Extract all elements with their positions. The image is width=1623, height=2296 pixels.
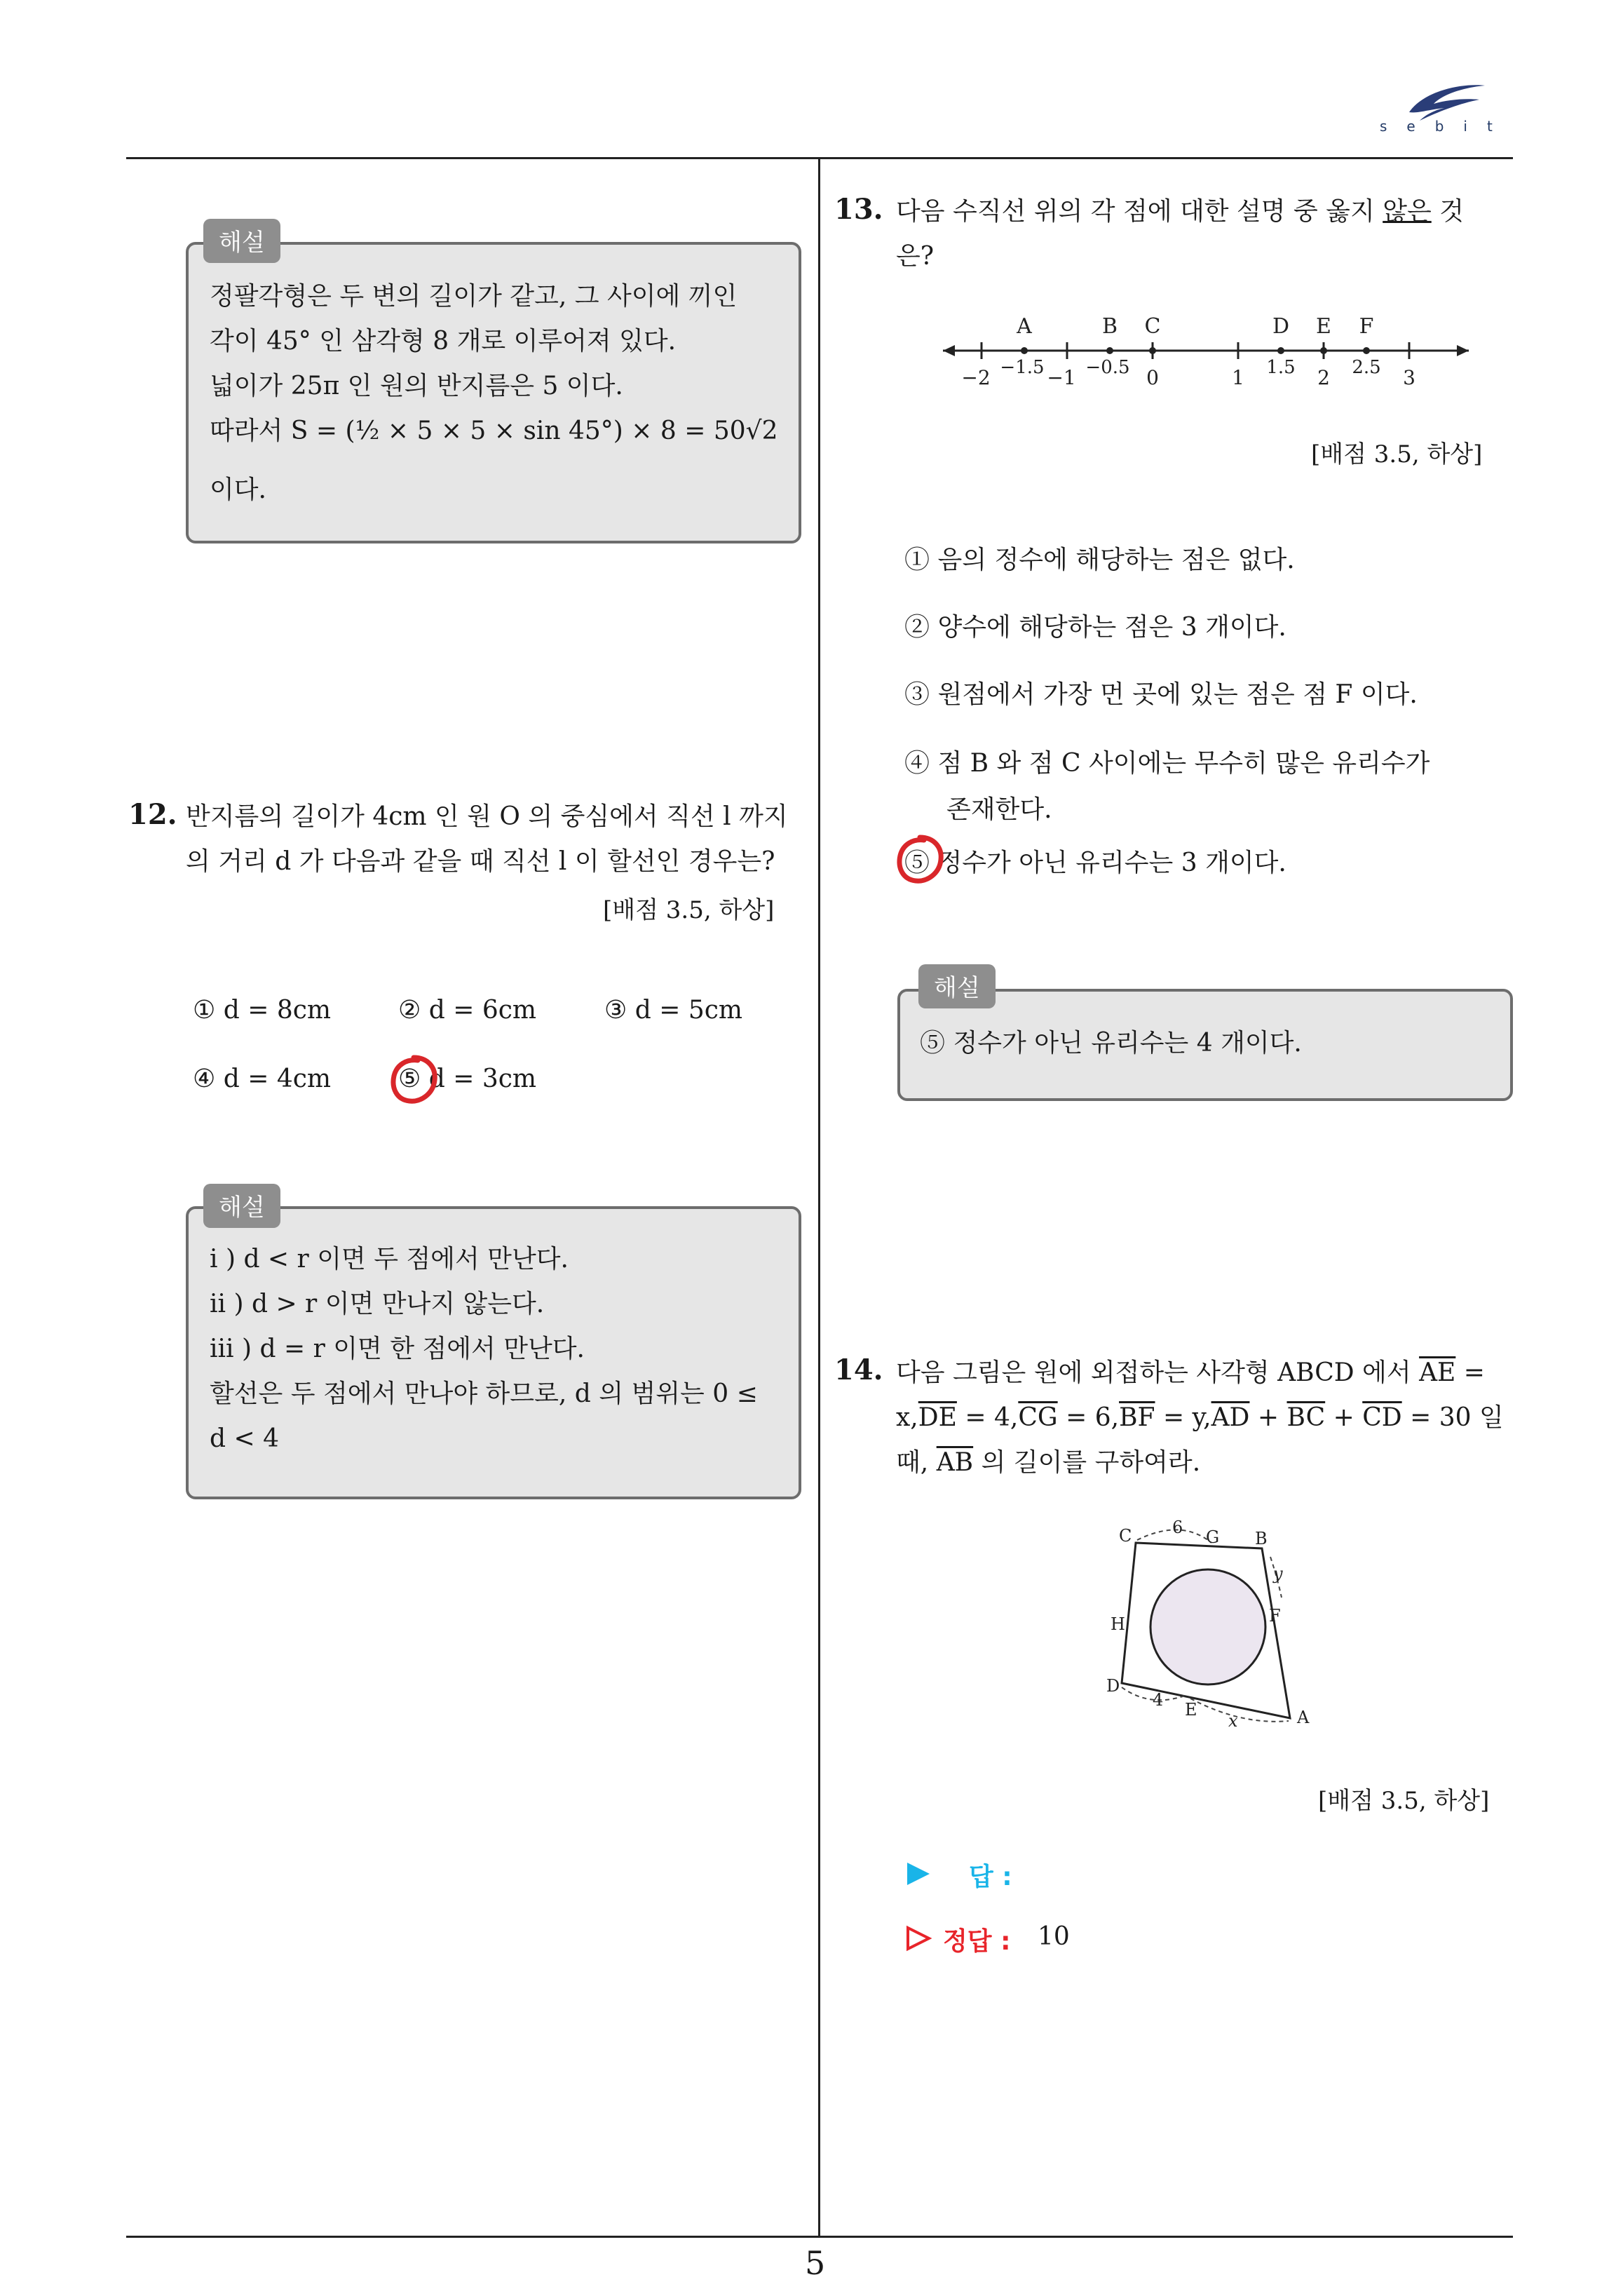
option-2[interactable]: ② d = 6cm	[398, 996, 537, 1025]
solution-line: ⑤ 정수가 아닌 유리수는 4 개이다.	[920, 1029, 1302, 1058]
number-line	[932, 302, 1479, 400]
question-number: 14.	[834, 1353, 883, 1386]
answer-label: 답 :	[969, 1863, 1012, 1891]
figure-label-y: y	[1273, 1564, 1283, 1583]
solution-tab: 해설	[203, 1184, 280, 1228]
option-1[interactable]: ① 음의 정수에 해당하는 점은 없다.	[904, 546, 1295, 574]
option-5[interactable]: ⑤ 정수가 아닌 유리수는 3 개이다.	[904, 849, 1286, 877]
option-1[interactable]: ① d = 8cm	[193, 996, 332, 1025]
figure-label-f: F	[1269, 1606, 1281, 1626]
option-3[interactable]: ③ d = 5cm	[604, 996, 743, 1025]
question-text: 다음 수직선 위의 각 점에 대한 설명 중 옳지 않은 것	[896, 197, 1464, 226]
figure-label-a: A	[1297, 1708, 1310, 1727]
solution-tab: 해설	[918, 964, 996, 1008]
value-label: 1.5	[1266, 357, 1296, 378]
option-3[interactable]: ③ 원점에서 가장 먼 곳에 있는 점은 점 F 이다.	[904, 680, 1418, 709]
value-label: −1.5	[1000, 357, 1045, 378]
tick-label: −2	[961, 366, 991, 389]
score-label: [배점 3.5, 하상]	[1311, 440, 1483, 468]
point-label: E	[1316, 314, 1331, 339]
point-label: D	[1272, 314, 1290, 339]
figure-label-d: D	[1106, 1676, 1120, 1696]
figure-label-c: C	[1119, 1526, 1132, 1546]
solution-line: iii ) d = r 이면 한 점에서 만난다.	[210, 1335, 585, 1363]
figure-label-h: H	[1111, 1614, 1125, 1634]
figure-label-x: x	[1228, 1711, 1238, 1731]
solution-box-q11	[186, 242, 801, 543]
solution-line: 정팔각형은 두 변의 길이가 같고, 그 사이에 끼인	[210, 282, 738, 311]
answer-mark-icon	[386, 1052, 442, 1108]
solution-line: 각이 45° 인 삼각형 8 개로 이루어져 있다.	[210, 327, 677, 356]
tick-label: 1	[1232, 366, 1244, 389]
figure-label-g: G	[1206, 1527, 1220, 1547]
correct-arrow-icon	[904, 1924, 932, 1952]
tick-label: 2	[1317, 366, 1330, 389]
score-label: [배점 3.5, 하상]	[1318, 1787, 1490, 1815]
footer-rule	[126, 2236, 1513, 2238]
solution-line: d < 4	[210, 1424, 279, 1453]
figure-label-4: 4	[1153, 1690, 1164, 1710]
logo-text: sebit	[1380, 118, 1512, 135]
option-4[interactable]: ④ 점 B 와 점 C 사이에는 무수히 많은 유리수가	[904, 749, 1430, 778]
correct-answer-label: 정답 :	[943, 1927, 1011, 1956]
tick-label: 3	[1403, 366, 1415, 389]
question-number: 12.	[128, 798, 177, 831]
page-number: 5	[805, 2244, 826, 2282]
question-text: 때, $\overline{AB}$ 의 길이를 구하여라.	[896, 1448, 1201, 1477]
question-number: 13.	[834, 193, 883, 226]
point-label: A	[1017, 314, 1032, 339]
figure-label-e: E	[1185, 1700, 1197, 1720]
question-text: 의 거리 d 가 다음과 같을 때 직선 l 이 할선인 경우는?	[186, 847, 775, 876]
correct-answer-value: 10	[1038, 1922, 1070, 1951]
quadrilateral-figure	[1094, 1515, 1325, 1739]
figure-label-6: 6	[1172, 1518, 1183, 1537]
answer-mark-icon	[892, 832, 948, 888]
question-text: 다음 그림은 원에 외접하는 사각형 ABCD 에서 $\overline{AE}$ =	[896, 1358, 1485, 1387]
point-label: F	[1359, 314, 1374, 339]
question-text: 반지름의 길이가 4cm 인 원 O 의 중심에서 직선 l 까지	[186, 802, 788, 831]
option-4-cont: 존재한다.	[946, 795, 1052, 824]
tick-label: 0	[1146, 366, 1159, 389]
option-2[interactable]: ② 양수에 해당하는 점은 3 개이다.	[904, 613, 1286, 642]
column-divider	[818, 158, 820, 2236]
question-text: $x,\overline{DE} = 4,\overline{CG} = 6,\overline{BF} = y,\overline{AD} + \overline{BC} + \overline{CD} = 30$ 일	[896, 1403, 1504, 1432]
solution-line: 할선은 두 점에서 만나야 하므로, d 의 범위는 0 ≤	[210, 1379, 758, 1408]
solution-line: 이다.	[210, 475, 266, 504]
solution-line: 넓이가 25π 인 원의 반지름은 5 이다.	[210, 372, 623, 400]
value-label: 2.5	[1352, 357, 1381, 378]
point-label: C	[1144, 314, 1161, 339]
tick-label: −1	[1047, 366, 1076, 389]
question-text: 은?	[896, 242, 935, 271]
value-label: −0.5	[1085, 357, 1130, 378]
option-5[interactable]: ⑤ d = 3cm	[398, 1065, 537, 1093]
answer-arrow-icon	[904, 1860, 932, 1888]
solution-line: ii ) d > r 이면 만나지 않는다.	[210, 1290, 545, 1318]
solution-box-q12	[186, 1206, 801, 1499]
solution-line: 따라서 S = (½ × 5 × 5 × sin 45°) × 8 = 50√2	[210, 417, 778, 445]
option-4[interactable]: ④ d = 4cm	[193, 1065, 332, 1093]
solution-line: i ) d < r 이면 두 점에서 만난다.	[210, 1245, 569, 1274]
figure-label-b: B	[1255, 1529, 1268, 1548]
score-label: [배점 3.5, 하상]	[603, 896, 775, 924]
solution-tab: 해설	[203, 219, 280, 263]
point-label: B	[1101, 314, 1118, 339]
